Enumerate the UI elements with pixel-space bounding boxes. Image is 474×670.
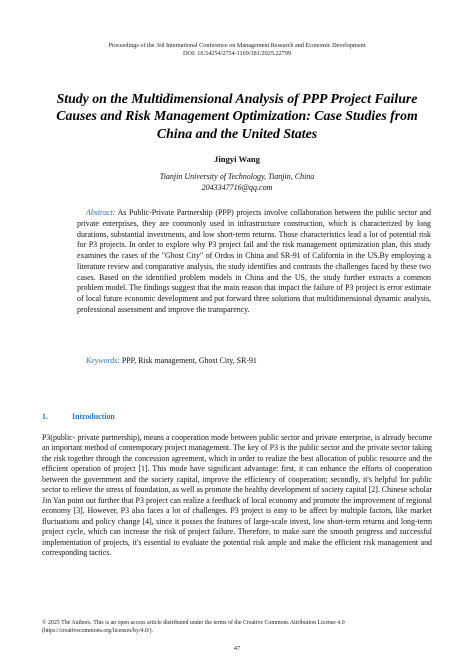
keywords-label: Keywords: [86, 356, 120, 365]
doi-line: DOI: 10.54254/2754-1169/181/2025.22799 [183, 50, 291, 58]
abstract-text: As Public-Private Partnership (PPP) projects involve collaboration between the public sector and private enterprises, they are commonly used in infrastructure construction, which is characterized by long durations, substantial investments, and low short-term returns. Those characteristics lead a lot of potential risk for P3 projects. In order to explore why P3 project fail and the risk management optimization plan, this study examines the cases of the "Ghost City" of Ordos in China and SR-91 of California in the US.By employing a literature review and comparative analysis, the study identifies and contrasts the challenges faced by these two cases. Based on the identified problem models in China and the US, the study further extracts a common problem model. The findings suggest that the main reason that impact the failure of P3 project is error estimate of local future economic development and put forward three solutions that multidimensional dynamic analysis, professional assessment and improve the transparency. [77, 208, 431, 314]
page-number: 47 [233, 645, 241, 652]
paper-title: Study on the Multidimensional Analysis of PPP Project Failure Causes and Risk Management Optimization: Case Studies from China and the United States [56, 91, 418, 141]
abstract [77, 208, 431, 316]
keywords [77, 356, 431, 367]
section-title: Introduction [72, 412, 115, 421]
author-name: Jingyi Wang [214, 154, 260, 164]
author-affiliation-block [0, 171, 474, 193]
author-email: 2043347716@qq.com [201, 183, 273, 192]
introduction-paragraph: P3(public- private partnership), means a cooperation mode between public sector and private enterprise, is already become an important method of contemporary project management. The key of P3 is the public sector and the private sector taking the risk together through the concession agreement, which in order to realize the best allocation of public resource and the efficient operation of project [1]. This mode have significant advantage: first, it can enhance the efforts of cooperation between the government and the society capital, improve the efficiency of cooperation; secondly, it's helpful for public sector to relieve the stress of foundation, as well as promote the healthy development of society capital [2]. Chinese scholar Jin Yan point out further that P3 project can realize a feedback of local economy and promote the improvement of regional economy [3]. However, P3 also faces a lot of challenges. P3 project is easy to be affect by multiple factors, like market fluctuations and policy change [4], since it posses the features of large-scale invest, low short-term returns and long-term project cycle, which can increase the risk of project failure. Therefore, to make sure the smooth progress and successful implementation of projects, it's essential to evaluate the potential risk ample and make the efficient risk management and corresponding tactics. [42, 433, 432, 557]
proceedings-header [0, 42, 474, 59]
section-heading [42, 412, 115, 421]
keywords-text: PPP, Risk management, Ghost City, SR-91 [121, 356, 257, 365]
author-affiliation: Tianjin University of Technology, Tianjin, China [159, 172, 315, 181]
abstract-label: Abstract: [86, 208, 116, 217]
license-footer: © 2025 The Authors. This is an open access article distributed under the terms of the Creative Commons Attribution License 4.0 (https://creativecommons.org/licenses/by/4.0/). [42, 620, 345, 634]
proceedings-title: Proceedings of the 3rd International Conference on Management Research and Economic Development [108, 42, 366, 49]
section-number: 1. [42, 412, 48, 421]
